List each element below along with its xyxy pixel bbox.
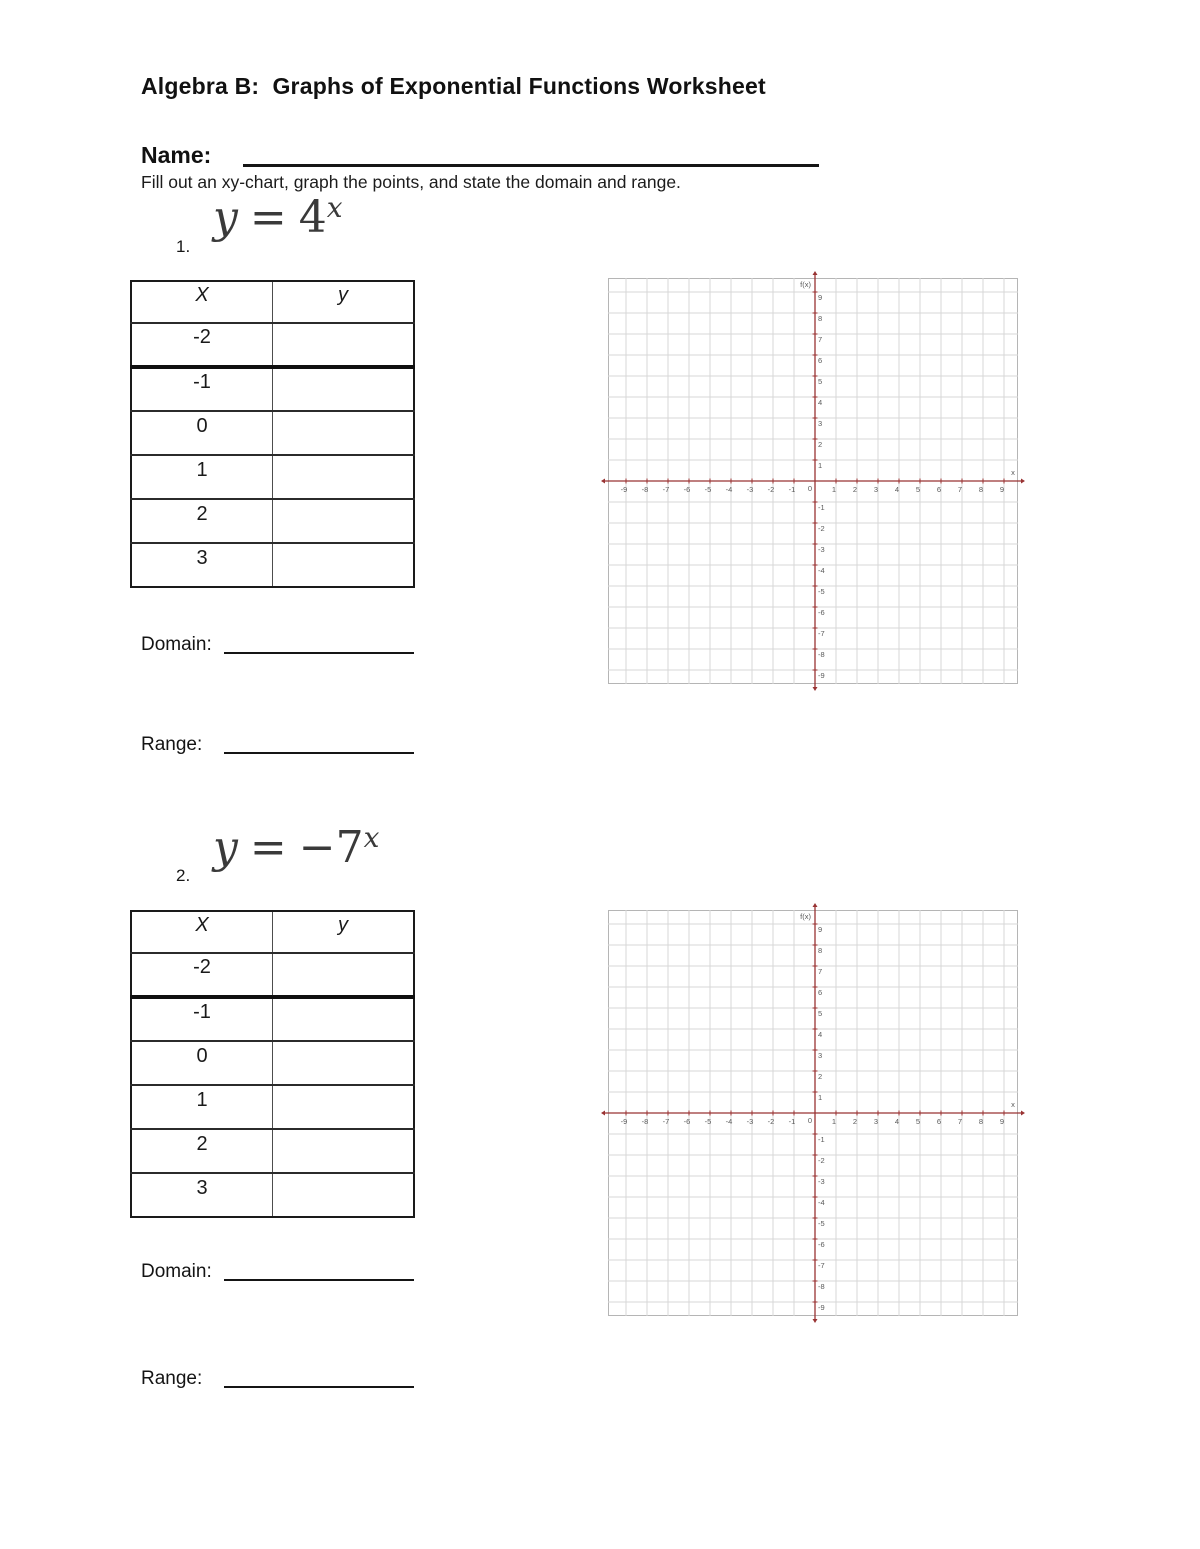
svg-text:5: 5	[915, 485, 921, 494]
svg-text:3: 3	[818, 419, 823, 428]
svg-text:-4: -4	[818, 566, 825, 575]
equation-1-exponent: x	[326, 191, 343, 224]
table-2-y-blank[interactable]	[273, 953, 415, 997]
svg-text:-3: -3	[818, 545, 825, 554]
svg-text:2: 2	[818, 1072, 823, 1081]
domain-1-row	[141, 634, 414, 656]
svg-text:-6: -6	[818, 608, 825, 617]
svg-text:6: 6	[936, 1117, 942, 1126]
table-2-y-blank[interactable]	[273, 1041, 415, 1085]
svg-text:8: 8	[818, 946, 823, 955]
svg-text:0: 0	[807, 1116, 812, 1125]
name-blank-field[interactable]	[243, 162, 819, 167]
problem-2-number: 2.	[176, 866, 191, 885]
domain-2-label: Domain:	[141, 1261, 212, 1282]
problem-1-number: 1.	[176, 237, 191, 256]
svg-text:4: 4	[894, 1117, 900, 1126]
svg-text:-1: -1	[818, 1135, 825, 1144]
equation-2-base: −7	[298, 822, 364, 873]
table-row	[131, 911, 414, 953]
table-2-x-value: -1	[131, 997, 273, 1041]
svg-text:-2: -2	[767, 1117, 775, 1126]
svg-text:-9: -9	[620, 485, 628, 494]
domain-2-blank-field[interactable]	[224, 1277, 414, 1281]
table-row	[131, 411, 414, 455]
svg-text:-7: -7	[662, 1117, 670, 1126]
svg-text:-7: -7	[818, 629, 825, 638]
svg-text:3: 3	[818, 1051, 823, 1060]
svg-text:-3: -3	[818, 1177, 825, 1186]
svg-text:-6: -6	[818, 1240, 825, 1249]
equation-1-base: 4	[298, 192, 327, 243]
svg-text:5: 5	[818, 377, 823, 386]
svg-text:x: x	[1011, 1100, 1015, 1109]
svg-text:4: 4	[818, 1030, 823, 1039]
svg-text:9: 9	[999, 485, 1005, 494]
equation-1-equals: =	[249, 192, 287, 243]
table-2-header-x: X	[131, 911, 273, 953]
svg-text:-5: -5	[818, 1219, 825, 1228]
svg-text:-9: -9	[620, 1117, 628, 1126]
svg-text:1: 1	[818, 1093, 823, 1102]
table-1-y-blank[interactable]	[273, 499, 415, 543]
table-row	[131, 953, 414, 997]
xy-table-1	[130, 280, 415, 588]
domain-1-label: Domain:	[141, 634, 212, 655]
table-1-x-value: -2	[131, 323, 273, 367]
svg-text:-9: -9	[818, 1303, 825, 1312]
equation-2-lhs: y	[213, 822, 238, 873]
table-row	[131, 499, 414, 543]
svg-text:3: 3	[873, 485, 879, 494]
table-2-y-blank[interactable]	[273, 997, 415, 1041]
svg-text:-1: -1	[788, 1117, 796, 1126]
instruction-text: Fill out an xy-chart, graph the points, and state the domain and range.	[141, 172, 681, 192]
table-row	[131, 367, 414, 411]
svg-text:9: 9	[818, 925, 823, 934]
table-row	[131, 1041, 414, 1085]
table-row	[131, 1173, 414, 1217]
table-2-x-value: 0	[131, 1041, 273, 1085]
table-1-x-value: 2	[131, 499, 273, 543]
table-1-x-value: 3	[131, 543, 273, 587]
table-1-x-value: -1	[131, 367, 273, 411]
table-1-y-blank[interactable]	[273, 543, 415, 587]
table-row	[131, 455, 414, 499]
svg-text:f(x): f(x)	[800, 912, 811, 921]
svg-text:-5: -5	[704, 485, 712, 494]
svg-text:5: 5	[818, 1009, 823, 1018]
table-1-y-blank[interactable]	[273, 411, 415, 455]
svg-text:2: 2	[852, 1117, 858, 1126]
table-2-x-value: -2	[131, 953, 273, 997]
svg-text:9: 9	[818, 293, 823, 302]
table-1-y-blank[interactable]	[273, 323, 415, 367]
svg-text:-2: -2	[767, 485, 775, 494]
svg-text:4: 4	[818, 398, 823, 407]
equation-1	[213, 192, 343, 243]
svg-text:1: 1	[831, 1117, 837, 1126]
svg-text:8: 8	[818, 314, 823, 323]
table-2-y-blank[interactable]	[273, 1173, 415, 1217]
svg-text:1: 1	[831, 485, 837, 494]
svg-text:-1: -1	[818, 503, 825, 512]
equation-2-exponent: x	[363, 821, 380, 854]
svg-text:2: 2	[852, 485, 858, 494]
svg-text:0: 0	[807, 484, 812, 493]
svg-text:f(x): f(x)	[800, 280, 811, 289]
svg-text:-8: -8	[641, 1117, 649, 1126]
table-1-y-blank[interactable]	[273, 367, 415, 411]
svg-text:x: x	[1011, 468, 1015, 477]
table-2-x-value: 2	[131, 1129, 273, 1173]
table-2-y-blank[interactable]	[273, 1085, 415, 1129]
svg-text:8: 8	[978, 485, 984, 494]
svg-text:2: 2	[818, 440, 823, 449]
svg-text:-2: -2	[818, 1156, 825, 1165]
svg-text:-1: -1	[788, 485, 796, 494]
svg-text:-7: -7	[662, 485, 670, 494]
svg-text:-5: -5	[704, 1117, 712, 1126]
range-1-label: Range:	[141, 734, 203, 755]
svg-text:-8: -8	[818, 650, 825, 659]
table-row	[131, 543, 414, 587]
svg-text:7: 7	[818, 335, 823, 344]
table-row	[131, 1129, 414, 1173]
svg-text:7: 7	[957, 485, 963, 494]
range-2-row	[141, 1368, 414, 1390]
coordinate-grid-2[interactable]	[608, 910, 1018, 1316]
svg-text:-8: -8	[818, 1282, 825, 1291]
range-1-row	[141, 734, 414, 756]
table-2-x-value: 1	[131, 1085, 273, 1129]
range-1-blank-field[interactable]	[224, 750, 414, 754]
table-1-x-value: 1	[131, 455, 273, 499]
svg-text:-3: -3	[746, 485, 754, 494]
coordinate-grid-1[interactable]	[608, 278, 1018, 684]
svg-text:7: 7	[818, 967, 823, 976]
equation-2	[213, 822, 379, 873]
svg-text:-2: -2	[818, 524, 825, 533]
table-1-x-value: 0	[131, 411, 273, 455]
svg-text:6: 6	[818, 356, 823, 365]
table-2-y-blank[interactable]	[273, 1129, 415, 1173]
table-2-header-y: y	[338, 913, 348, 936]
table-1-y-blank[interactable]	[273, 455, 415, 499]
table-2-x-value: 3	[131, 1173, 273, 1217]
svg-text:-7: -7	[818, 1261, 825, 1270]
range-2-label: Range:	[141, 1368, 203, 1389]
domain-2-row	[141, 1261, 414, 1283]
svg-text:3: 3	[873, 1117, 879, 1126]
table-1-header-x: X	[131, 281, 273, 323]
name-label: Name:	[141, 142, 212, 168]
svg-text:5: 5	[915, 1117, 921, 1126]
equation-2-equals: =	[249, 822, 287, 873]
svg-text:-4: -4	[725, 485, 733, 494]
svg-text:8: 8	[978, 1117, 984, 1126]
name-row	[141, 142, 819, 169]
svg-text:-4: -4	[725, 1117, 733, 1126]
table-row	[131, 1085, 414, 1129]
svg-text:-6: -6	[683, 485, 691, 494]
svg-text:-9: -9	[818, 671, 825, 680]
table-row	[131, 281, 414, 323]
svg-text:-4: -4	[818, 1198, 825, 1207]
range-2-blank-field[interactable]	[224, 1384, 414, 1388]
table-row	[131, 997, 414, 1041]
worksheet-title: Algebra B: Graphs of Exponential Functions Worksheet	[141, 73, 766, 99]
table-row	[131, 323, 414, 367]
svg-text:7: 7	[957, 1117, 963, 1126]
domain-1-blank-field[interactable]	[224, 650, 414, 654]
svg-text:-5: -5	[818, 587, 825, 596]
equation-1-lhs: y	[213, 192, 238, 243]
svg-text:1: 1	[818, 461, 823, 470]
table-1-header-y: y	[338, 283, 348, 306]
svg-text:-3: -3	[746, 1117, 754, 1126]
svg-text:-8: -8	[641, 485, 649, 494]
svg-text:6: 6	[936, 485, 942, 494]
svg-text:6: 6	[818, 988, 823, 997]
svg-text:9: 9	[999, 1117, 1005, 1126]
svg-text:-6: -6	[683, 1117, 691, 1126]
svg-text:4: 4	[894, 485, 900, 494]
xy-table-2	[130, 910, 415, 1218]
